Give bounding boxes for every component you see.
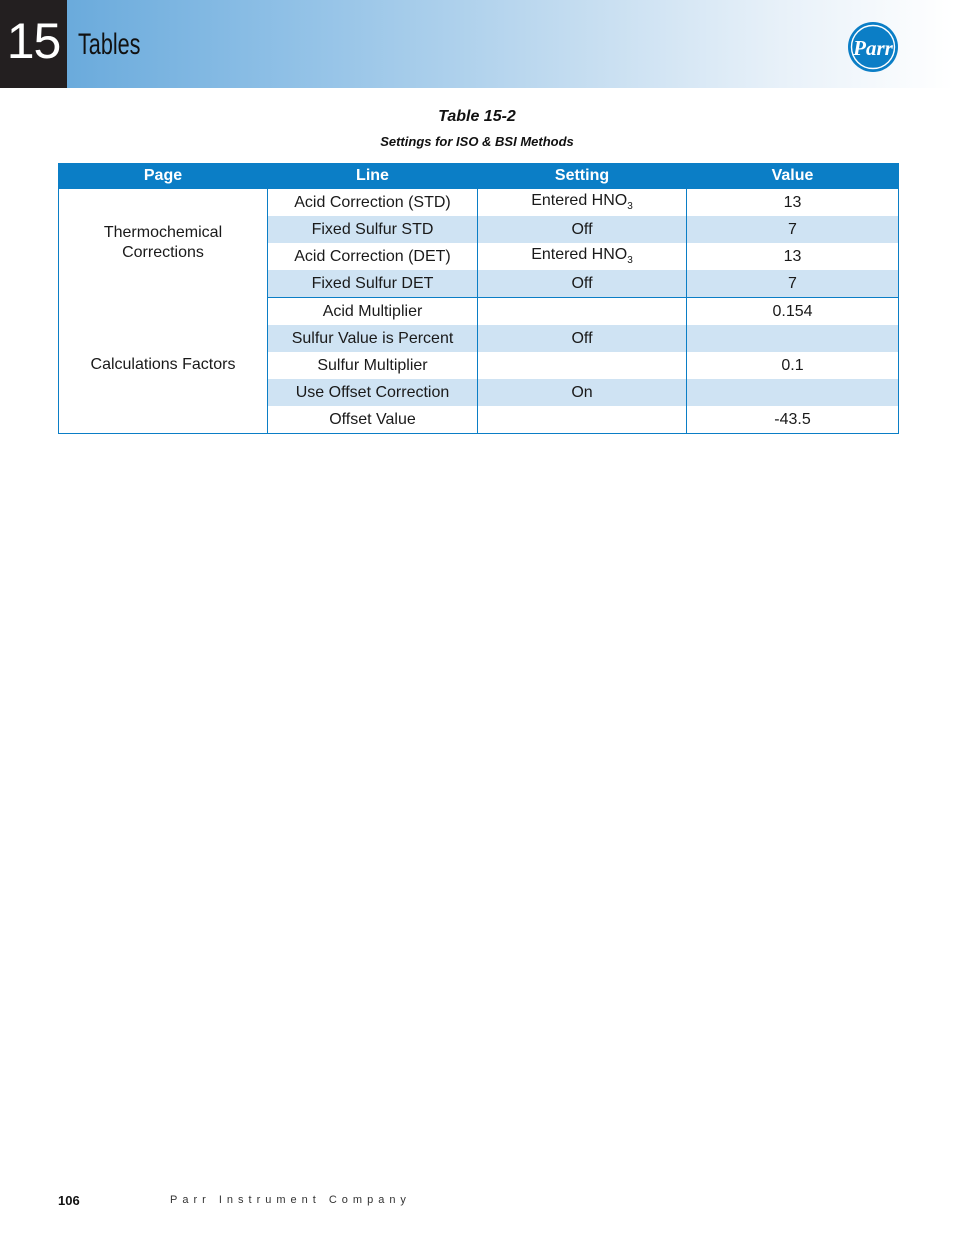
setting-cell: [478, 189, 687, 216]
setting-cell: [478, 352, 687, 379]
line-cell: Acid Correction (DET): [268, 243, 478, 270]
logo-text: Parr: [853, 36, 893, 60]
setting-cell: Off: [478, 325, 687, 352]
settings-table: [58, 163, 899, 434]
value-cell: 7: [687, 270, 899, 298]
value-cell: 13: [687, 189, 899, 216]
value-cell: [687, 379, 899, 406]
value-cell: 0.1: [687, 352, 899, 379]
column-header-setting: Setting: [478, 163, 687, 189]
value-cell: [687, 325, 899, 352]
column-header-line: Line: [268, 163, 478, 189]
chapter-number-box: [0, 0, 67, 88]
line-cell: Acid Multiplier: [268, 298, 478, 326]
page-label: Calculations Factors: [90, 356, 236, 374]
setting-text: Entered HNO: [531, 192, 628, 210]
header-band: [0, 0, 954, 88]
page-cell: [59, 189, 268, 298]
table-header-row: [59, 163, 899, 189]
parr-logo-icon: [846, 20, 900, 74]
line-cell: Fixed Sulfur STD: [268, 216, 478, 243]
chapter-number: 15: [6, 13, 61, 69]
column-header-page: Page: [59, 163, 268, 189]
table-row: [59, 298, 899, 326]
column-header-value: Value: [687, 163, 899, 189]
setting-subscript: 3: [627, 255, 633, 267]
line-cell: Fixed Sulfur DET: [268, 270, 478, 298]
value-cell: 7: [687, 216, 899, 243]
setting-cell: Off: [478, 270, 687, 298]
line-cell: Acid Correction (STD): [268, 189, 478, 216]
setting-cell: [478, 406, 687, 434]
setting-text: Entered HNO: [531, 246, 628, 264]
page-cell: [59, 298, 268, 434]
table-subtitle: Settings for ISO & BSI Methods: [380, 134, 574, 149]
setting-subscript: 3: [627, 201, 633, 213]
footer-company-name: Parr Instrument Company: [170, 1194, 411, 1206]
page-label: Thermochemical Corrections: [103, 224, 223, 262]
line-cell: Use Offset Correction: [268, 379, 478, 406]
value-cell: -43.5: [687, 406, 899, 434]
line-cell: Sulfur Multiplier: [268, 352, 478, 379]
value-cell: 13: [687, 243, 899, 270]
table-title: Table 15-2: [438, 108, 516, 125]
line-cell: Sulfur Value is Percent: [268, 325, 478, 352]
setting-cell: Off: [478, 216, 687, 243]
value-cell: 0.154: [687, 298, 899, 326]
footer-page-number: 106: [58, 1193, 80, 1208]
line-cell: Offset Value: [268, 406, 478, 434]
setting-cell: [478, 243, 687, 270]
setting-cell: [478, 298, 687, 326]
table-row: [59, 189, 899, 216]
chapter-title: Tables: [78, 28, 141, 61]
setting-cell: On: [478, 379, 687, 406]
